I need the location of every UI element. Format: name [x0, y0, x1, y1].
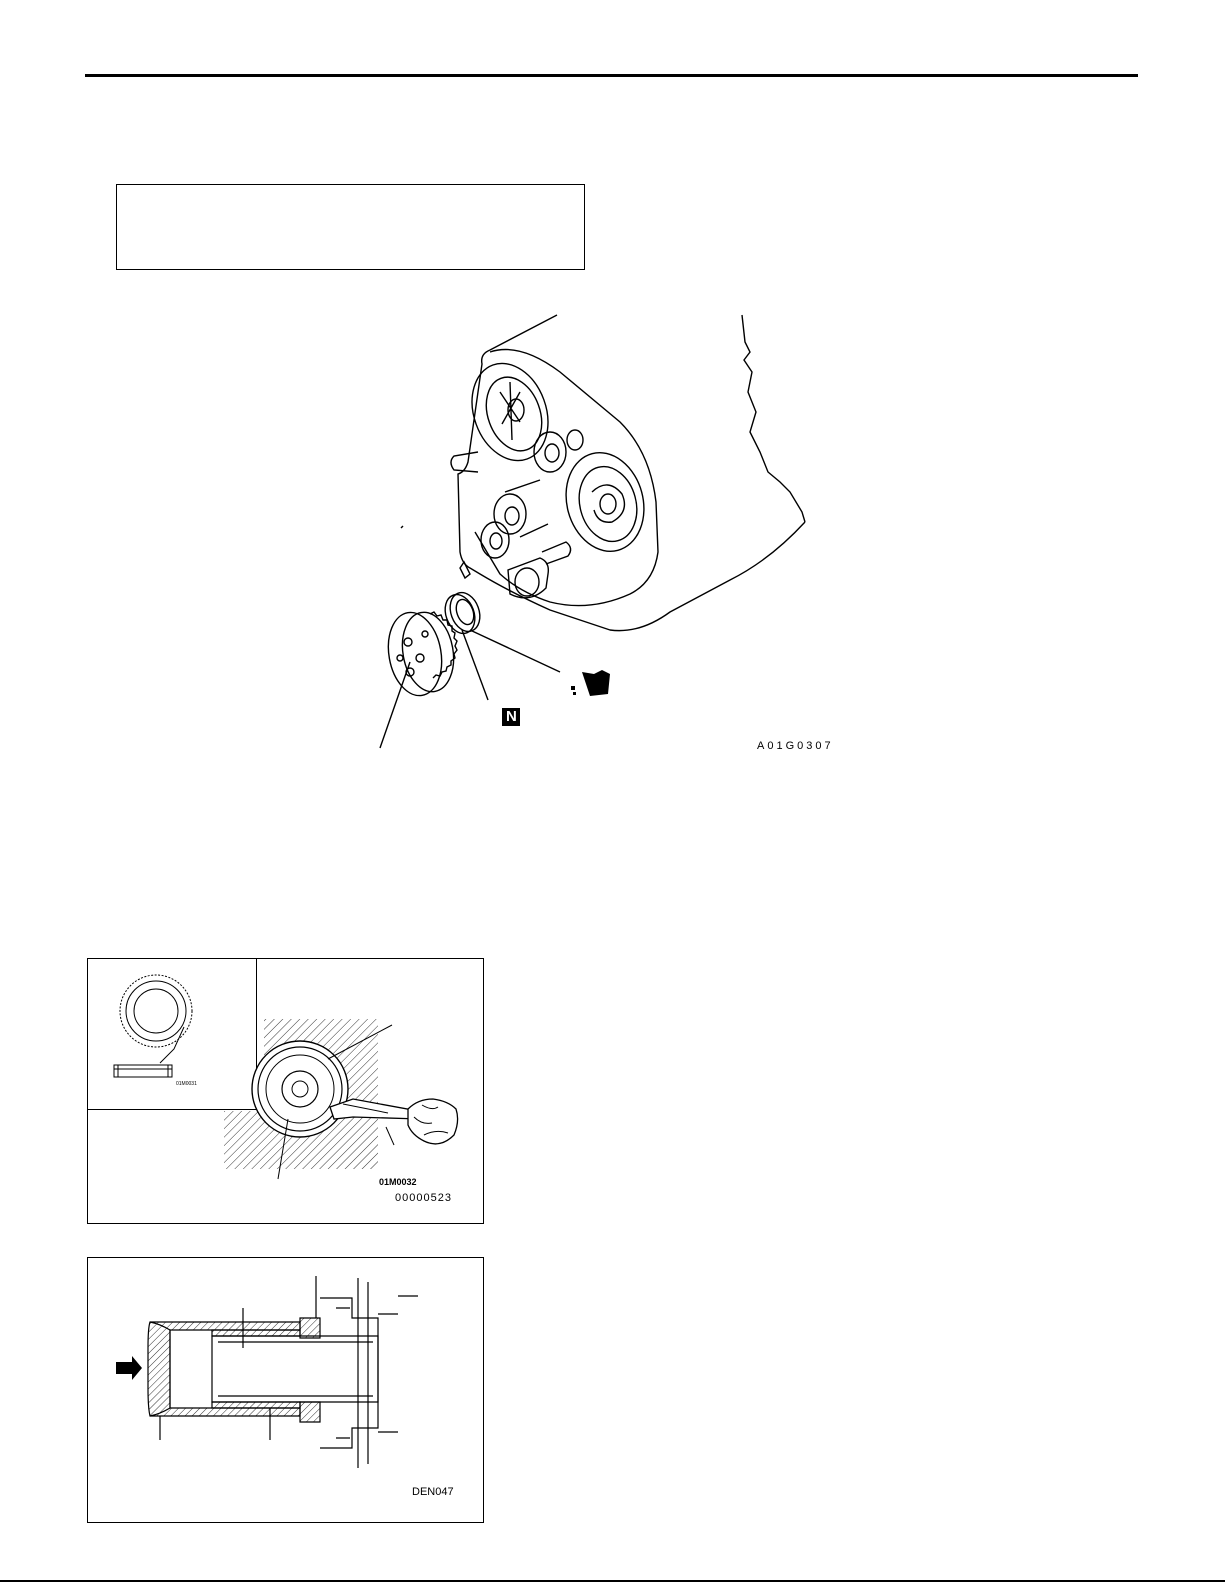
- engine-exploded-figure: [370, 312, 840, 762]
- new-part-mark: N: [506, 708, 517, 725]
- footer-rule: [0, 1580, 1225, 1582]
- inset-code: 01M0031: [176, 1081, 197, 1087]
- figure-code: DEN047: [412, 1486, 454, 1498]
- header-rule: [85, 74, 1138, 77]
- seal-removal-drawing: [88, 959, 483, 1223]
- oil-can-icon: [571, 670, 610, 696]
- seal-install-figure: [87, 1257, 484, 1523]
- engine-drawing: [370, 312, 840, 762]
- seal-removal-figure: [87, 958, 484, 1224]
- note-box: [116, 184, 585, 270]
- seal-install-drawing: [88, 1258, 483, 1522]
- figure-code: A01G0307: [757, 740, 834, 752]
- arrow-right-icon: [116, 1356, 142, 1380]
- figure-code-top: 01M0032: [379, 1177, 417, 1187]
- figure-code-bottom: 00000523: [395, 1192, 452, 1204]
